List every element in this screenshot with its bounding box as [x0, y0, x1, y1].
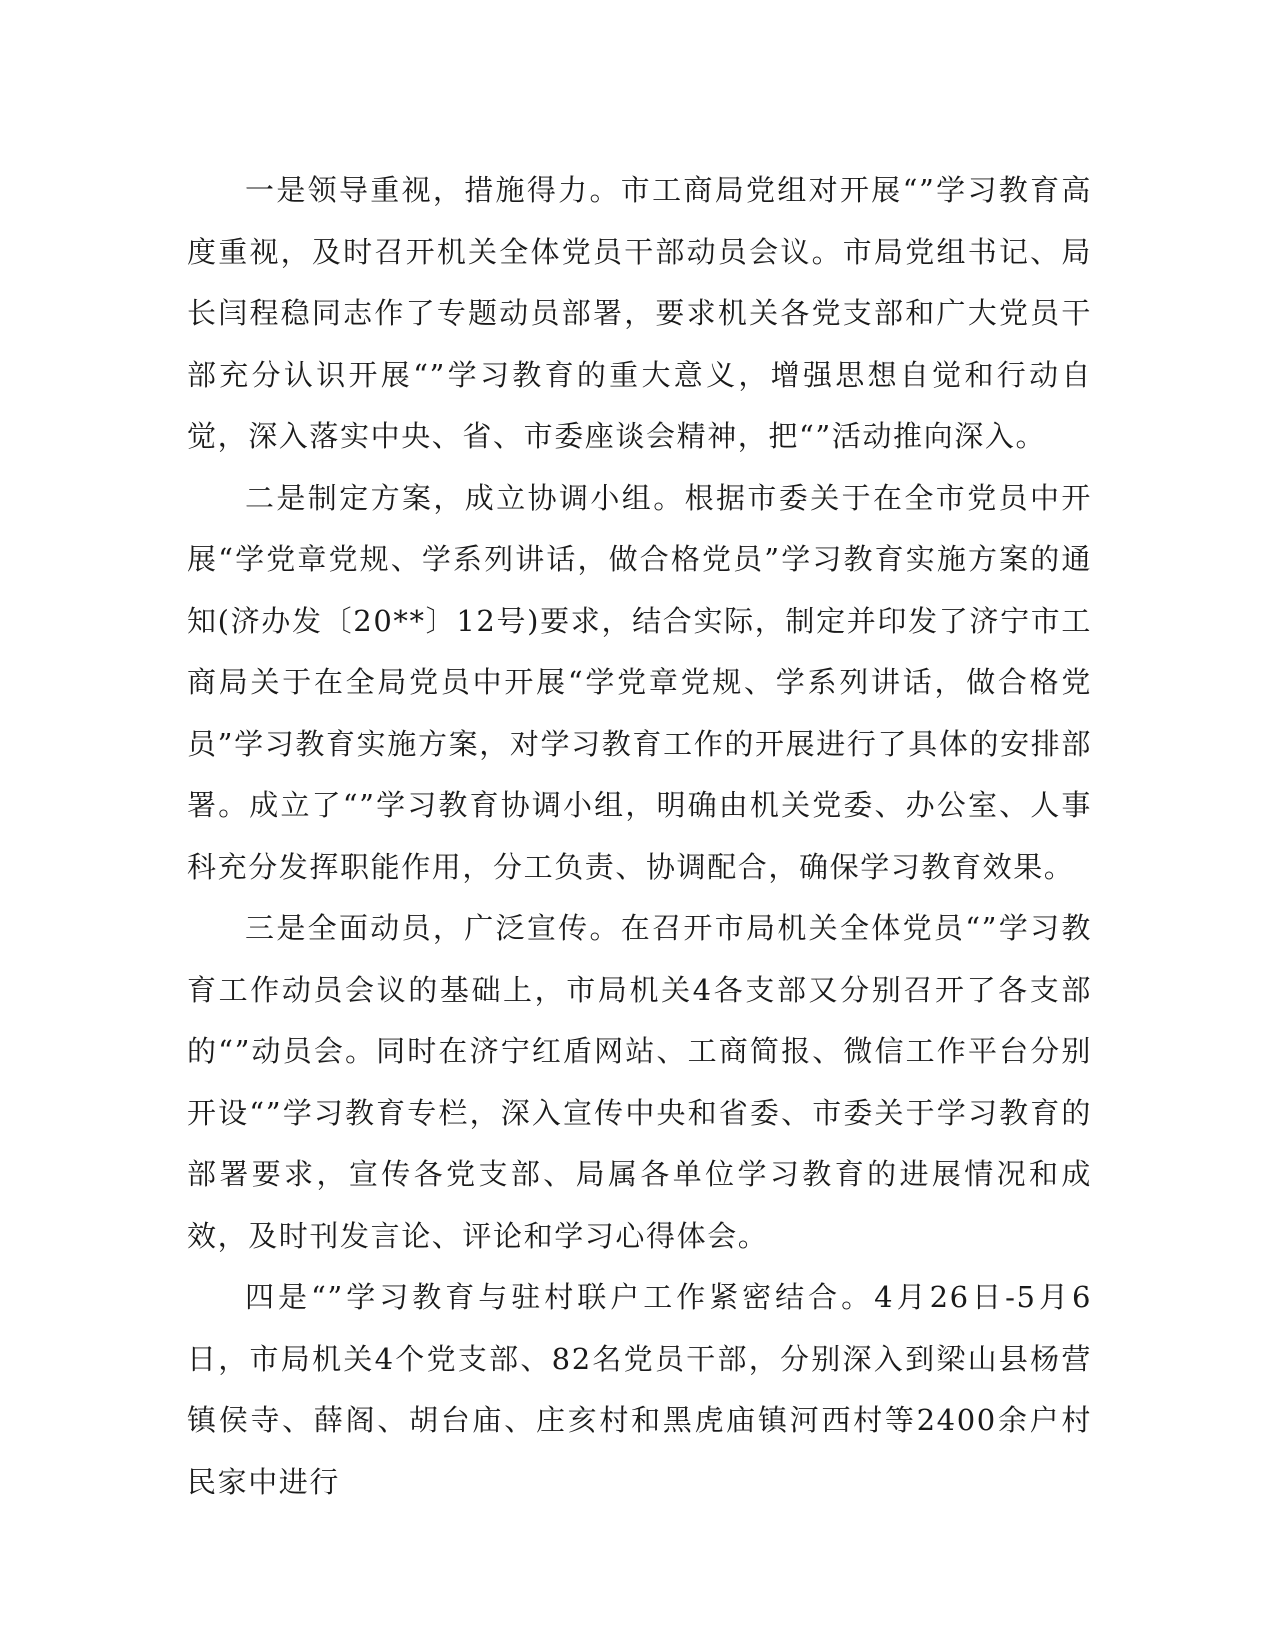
document-body	[187, 160, 1092, 1513]
paragraph-mobilization: 三是全面动员，广泛宣传。在召开市局机关全体党员“”学习教育工作动员会议的基础上，市局机关4各支部又分别召开了各支部的“”动员会。同时在济宁红盾网站、工商简报、微信工作平台分别开设“”学习教育专栏，深入宣传中央和省委、市委关于学习教育的部署要求，宣传各党支部、局属各单位学习教育的进展情况和成效，及时刊发言论、评论和学习心得体会。	[187, 911, 1092, 1253]
paragraph-village-work: 四是“”学习教育与驻村联户工作紧密结合。4月26日-5月6日，市局机关4个党支部、82名党员干部，分别深入到梁山县杨营镇侯寺、薛阁、胡台庙、庄亥村和黑虎庙镇河西村等2400余户村民家中进行	[187, 1280, 1092, 1499]
paragraph-plan: 二是制定方案，成立协调小组。根据市委关于在全市党员中开展“学党章党规、学系列讲话，做合格党员”学习教育实施方案的通知(济办发〔20**〕12号)要求，结合实际，制定并印发了济宁市工商局关于在全局党员中开展“学党章党规、学系列讲话，做合格党员”学习教育实施方案，对学习教育工作的开展进行了具体的安排部署。成立了“”学习教育协调小组，明确由机关党委、办公室、人事科充分发挥职能作用，分工负责、协调配合，确保学习教育效果。	[187, 480, 1092, 884]
paragraph-leadership: 一是领导重视，措施得力。市工商局党组对开展“”学习教育高度重视，及时召开机关全体党员干部动员会议。市局党组书记、局长闫程稳同志作了专题动员部署，要求机关各党支部和广大党员干部充分认识开展“”学习教育的重大意义，增强思想自觉和行动自觉，深入落实中央、省、市委座谈会精神，把“”活动推向深入。	[187, 173, 1092, 453]
